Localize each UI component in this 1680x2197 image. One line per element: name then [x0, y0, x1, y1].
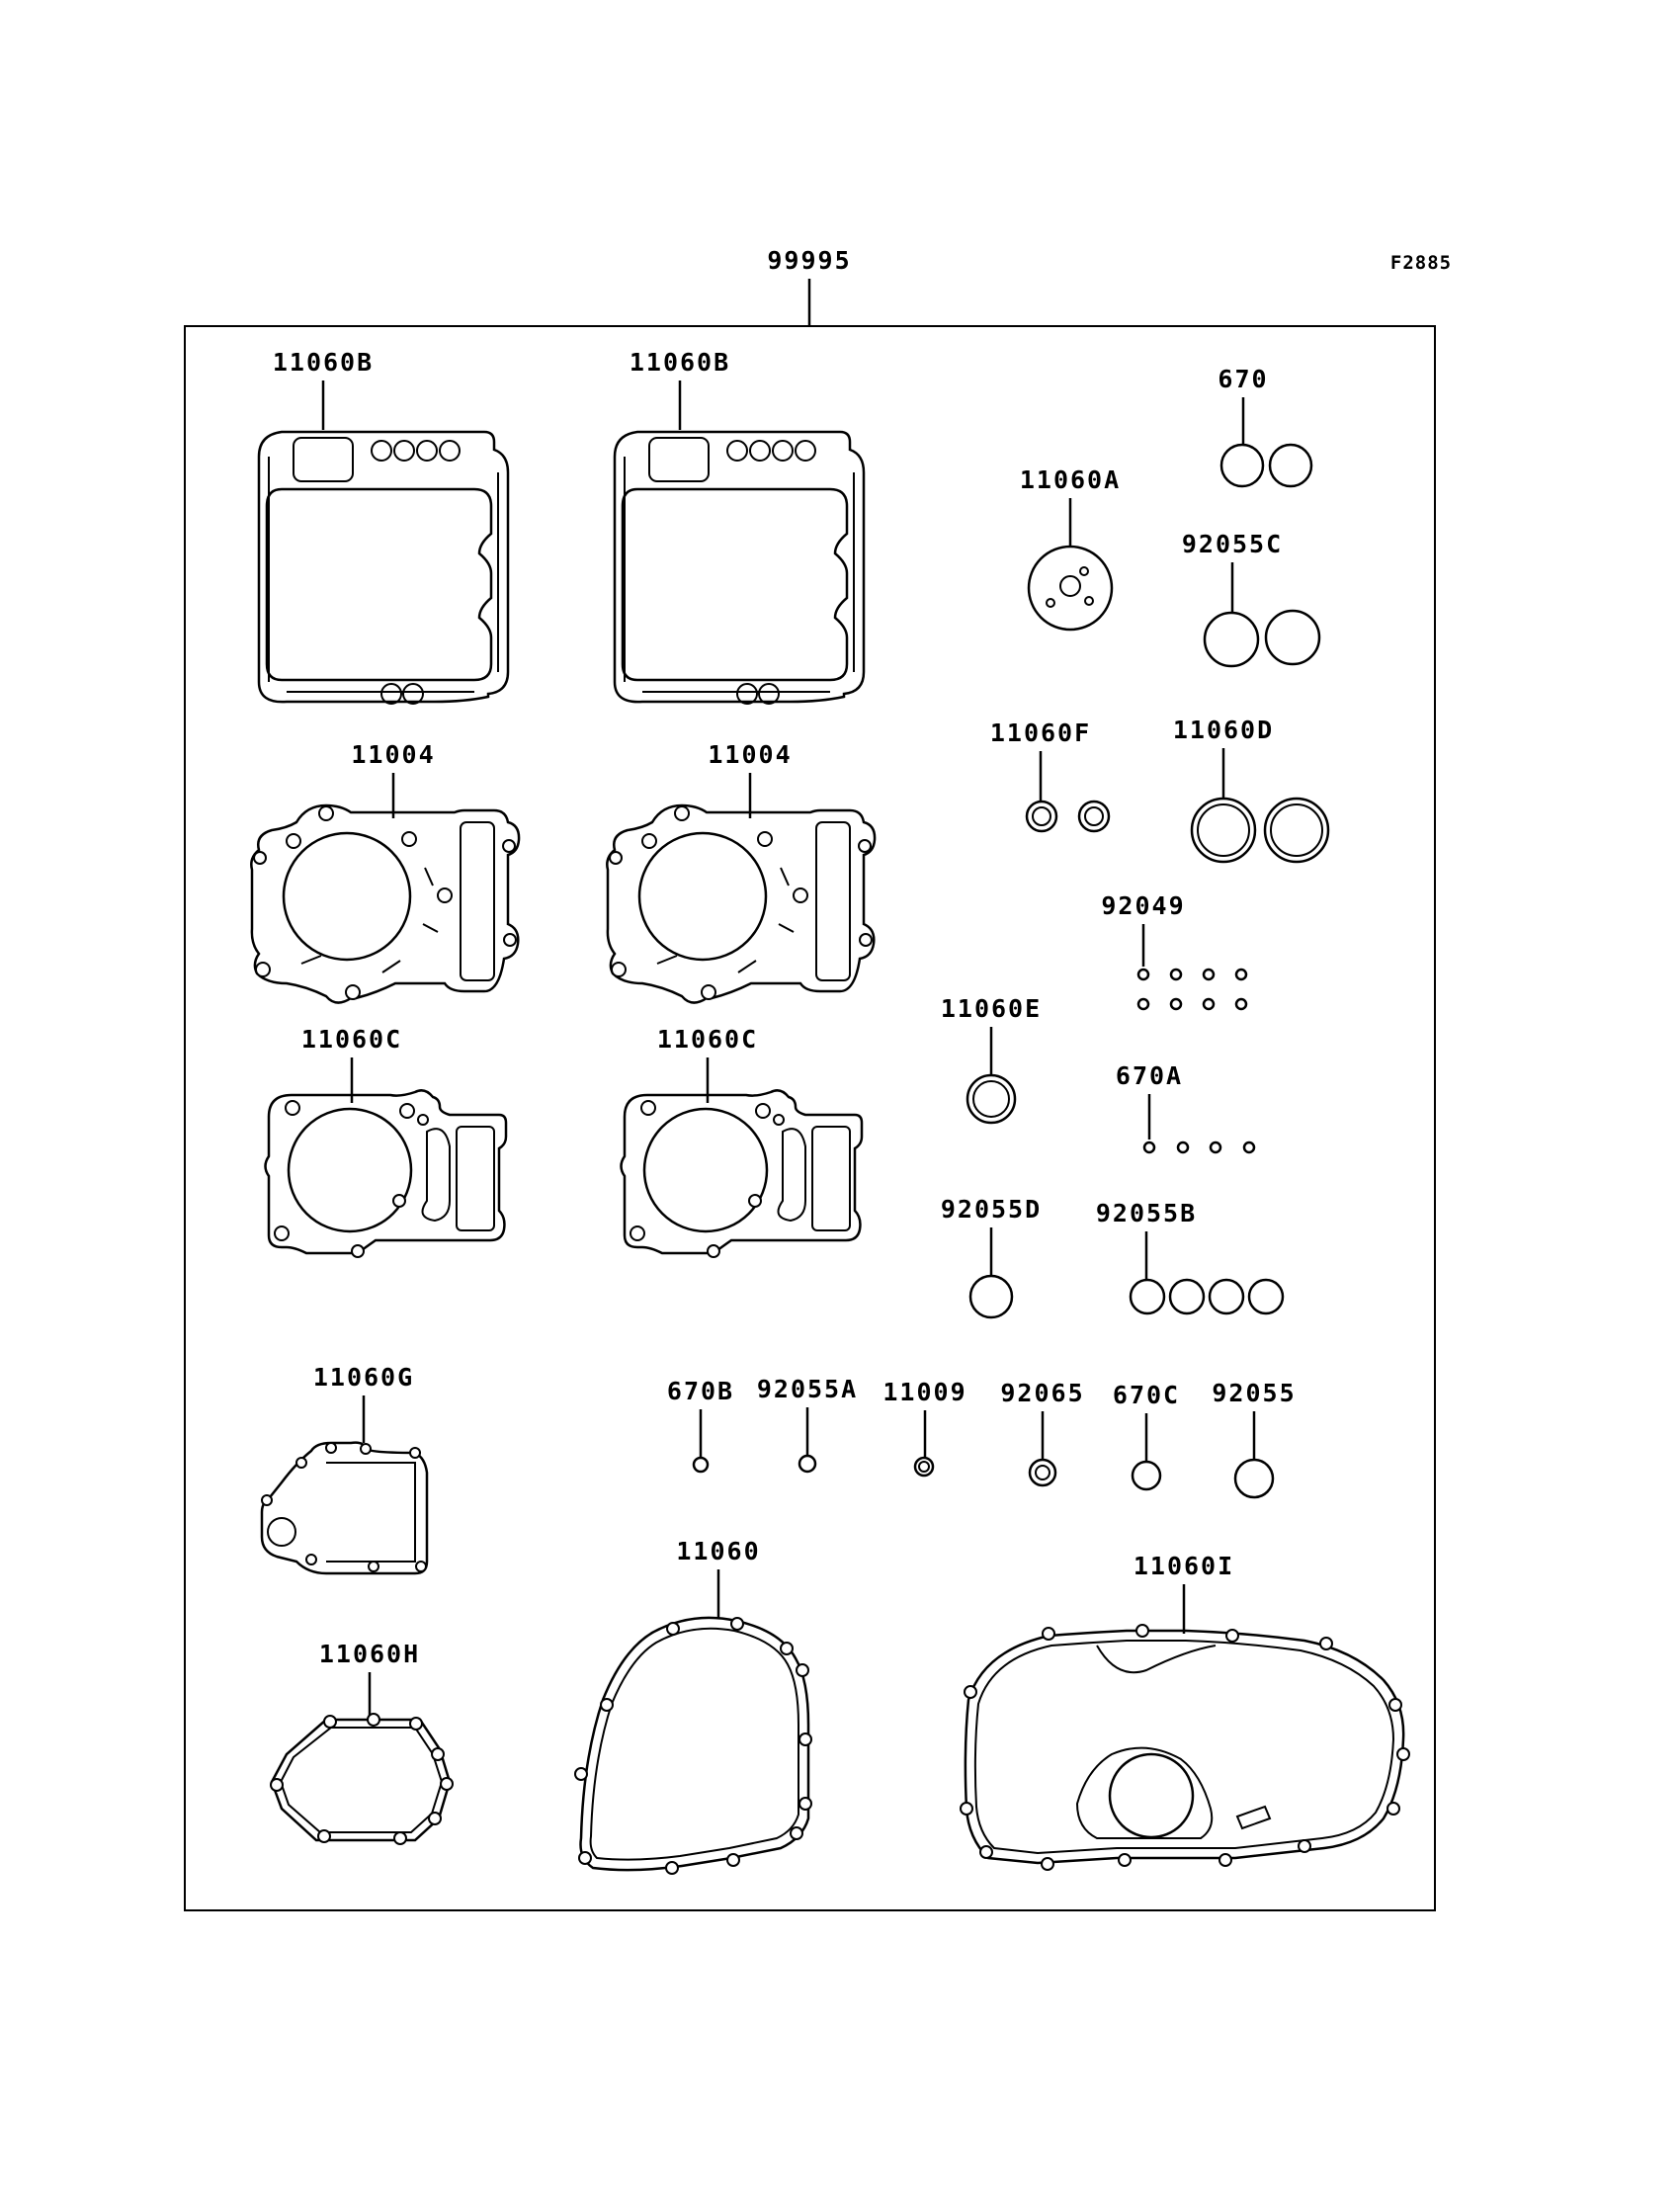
- part-label: 11060I: [1133, 1552, 1235, 1580]
- gasket-11060: [575, 1537, 811, 1874]
- gasket-11060c-left: [266, 1025, 507, 1257]
- o-rings-92055b: [1096, 1199, 1283, 1313]
- part-label: 11060E: [940, 994, 1043, 1023]
- part-label: 11060: [676, 1537, 761, 1565]
- washer-11009: [882, 1378, 966, 1476]
- gasket-11004-right: [607, 740, 875, 1003]
- gasket-11060a: [1020, 465, 1121, 630]
- part-label: 670A: [1115, 1061, 1184, 1090]
- part-label: 670: [1218, 365, 1269, 393]
- ring-11060d: [1173, 716, 1328, 862]
- part-label: 11009: [882, 1378, 967, 1406]
- part-label: 670C: [1112, 1381, 1181, 1409]
- gasket-11004-left: [251, 740, 519, 1003]
- part-label: 92055D: [940, 1195, 1043, 1224]
- o-ring-92055c: [1182, 530, 1319, 666]
- washer-92065: [1000, 1379, 1084, 1485]
- ring-11060e: [941, 994, 1042, 1123]
- o-rings-670a: [1116, 1061, 1254, 1152]
- part-label: 11060C: [656, 1025, 759, 1054]
- gasket-11060i: [961, 1552, 1409, 1870]
- washer-11060f: [990, 718, 1109, 831]
- figure-code: F2885: [1389, 252, 1453, 274]
- part-label: 11060A: [1019, 465, 1122, 494]
- part-label: 11060B: [272, 348, 375, 377]
- gasket-11060h: [271, 1640, 453, 1844]
- gasket-11060b-left: [259, 348, 508, 704]
- gasket-11060g: [262, 1363, 427, 1573]
- o-ring-670c: [1113, 1381, 1180, 1489]
- o-ring-92055d: [941, 1195, 1042, 1317]
- part-label: 92055C: [1181, 530, 1284, 558]
- part-label: 92055A: [756, 1375, 859, 1403]
- part-label: 670B: [666, 1377, 735, 1405]
- part-label: 11060C: [300, 1025, 403, 1054]
- part-label: 92055: [1212, 1379, 1297, 1407]
- o-ring-670b: [667, 1377, 734, 1472]
- part-label: 11060D: [1172, 716, 1275, 744]
- part-label: 11004: [351, 740, 436, 769]
- part-label: 92065: [1000, 1379, 1085, 1407]
- o-ring-92055: [1212, 1379, 1296, 1497]
- part-label: 92049: [1101, 891, 1186, 920]
- part-label: 11060F: [989, 718, 1092, 747]
- part-label: 11060B: [629, 348, 731, 377]
- part-label: 92055B: [1095, 1199, 1198, 1227]
- o-ring-670: [1218, 365, 1311, 486]
- o-rings-92049: [1101, 891, 1246, 1009]
- gasket-11060c-right: [622, 1025, 863, 1257]
- kit-label: 99995: [767, 246, 852, 275]
- gasket-11060b-right: [615, 348, 864, 704]
- part-label: 11060H: [318, 1640, 421, 1668]
- part-label: 11060G: [312, 1363, 415, 1392]
- part-label: 11004: [708, 740, 793, 769]
- kit-frame: [185, 326, 1435, 1910]
- o-ring-92055a: [757, 1375, 858, 1472]
